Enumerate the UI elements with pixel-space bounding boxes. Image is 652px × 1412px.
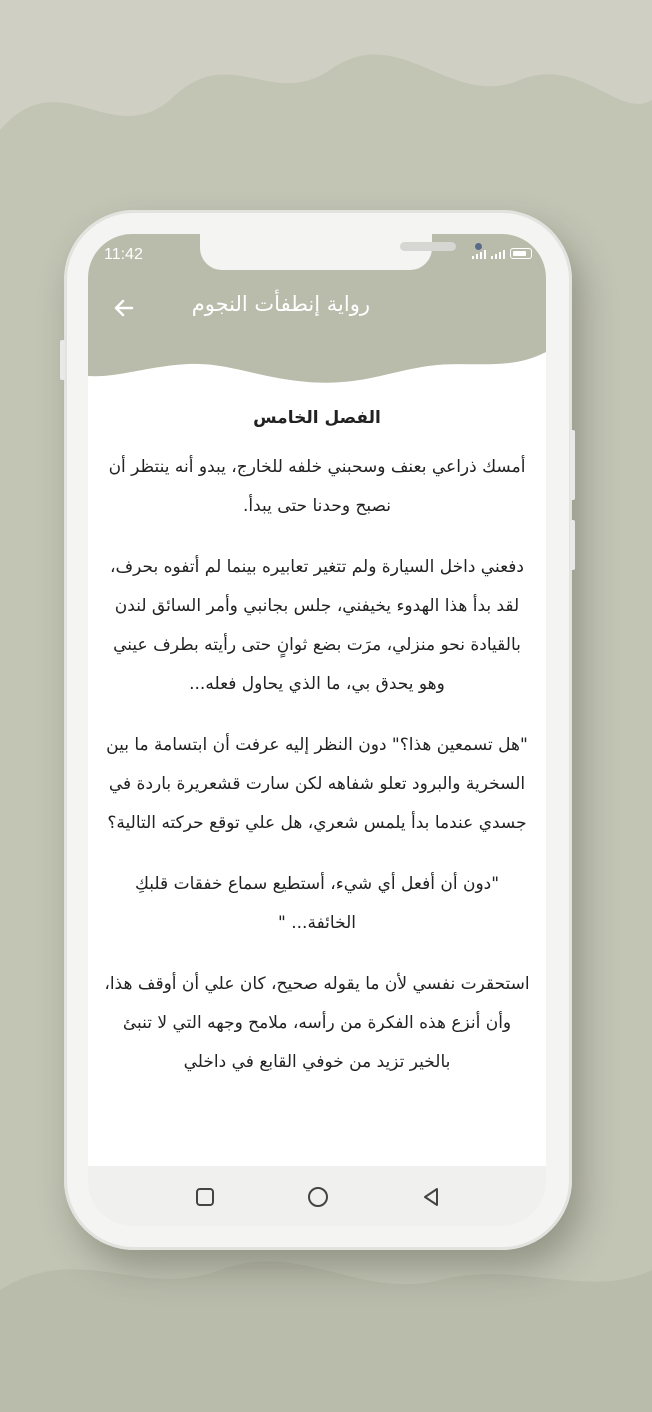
system-nav-bar: [88, 1166, 546, 1226]
recents-square-icon[interactable]: [190, 1182, 220, 1212]
paragraph: "هل تسمعين هذا؟" دون النظر إليه عرفت أن ابتسامة ما بين السخرية والبرود تعلو شفاهه لكن سارت قشعريرة باردة في جسدي عندما بدأ يلمس شعري، هل علي توقع حركته التالية؟: [106, 735, 528, 833]
phone-notch: [200, 234, 432, 270]
header-wave-decoration: [88, 342, 546, 394]
paragraph: استحقرت نفسي لأن ما يقوله صحيح، كان علي أن أوقف هذا، وأن أنزع هذه الفكرة من رأسه، ملامح وجهه التي لا تنبئ بالخير تزيد من خوفي القابع في داخلي: [104, 974, 530, 1072]
chapter-title: الفصل الخامس: [253, 408, 381, 428]
signal-icon: [491, 250, 505, 259]
front-camera: [475, 243, 482, 250]
chapter-content[interactable]: [88, 394, 546, 1166]
battery-icon: [510, 248, 532, 259]
paragraph: "دون أن أفعل أي شيء، أستطيع سماع خفقات قلبكِ الخائفة... ": [134, 874, 500, 933]
speaker-grille: [400, 242, 456, 251]
page-title: رواية إنطفأت النجوم: [191, 292, 370, 316]
paragraph: دفعني داخل السيارة ولم تتغير تعابيره بينما لم أتفوه بحرف، لقد بدأ هذا الهدوء يخيفني، جلس بجانبي وأمر السائق لندن بالقيادة نحو منزلي، مرَت بضع ثوانٍ حتى رأيته بطرف عيني وهو يحدق بي، ما الذي يحاول فعله...: [110, 557, 524, 694]
back-arrow-icon[interactable]: [110, 294, 138, 322]
phone-side-button: [570, 430, 575, 500]
status-icons: [472, 248, 532, 259]
signal-icon: [472, 250, 486, 259]
paragraph: أمسك ذراعي بعنف وسحبني خلفه للخارج، يبدو أنه ينتظر أن نصبح وحدنا حتى يبدأ.: [108, 457, 526, 516]
back-triangle-icon[interactable]: [416, 1182, 446, 1212]
status-time: 11:42: [104, 246, 143, 263]
phone-side-button: [60, 340, 65, 380]
phone-side-button: [570, 520, 575, 570]
home-circle-icon[interactable]: [303, 1182, 333, 1212]
screen: [88, 234, 546, 1226]
